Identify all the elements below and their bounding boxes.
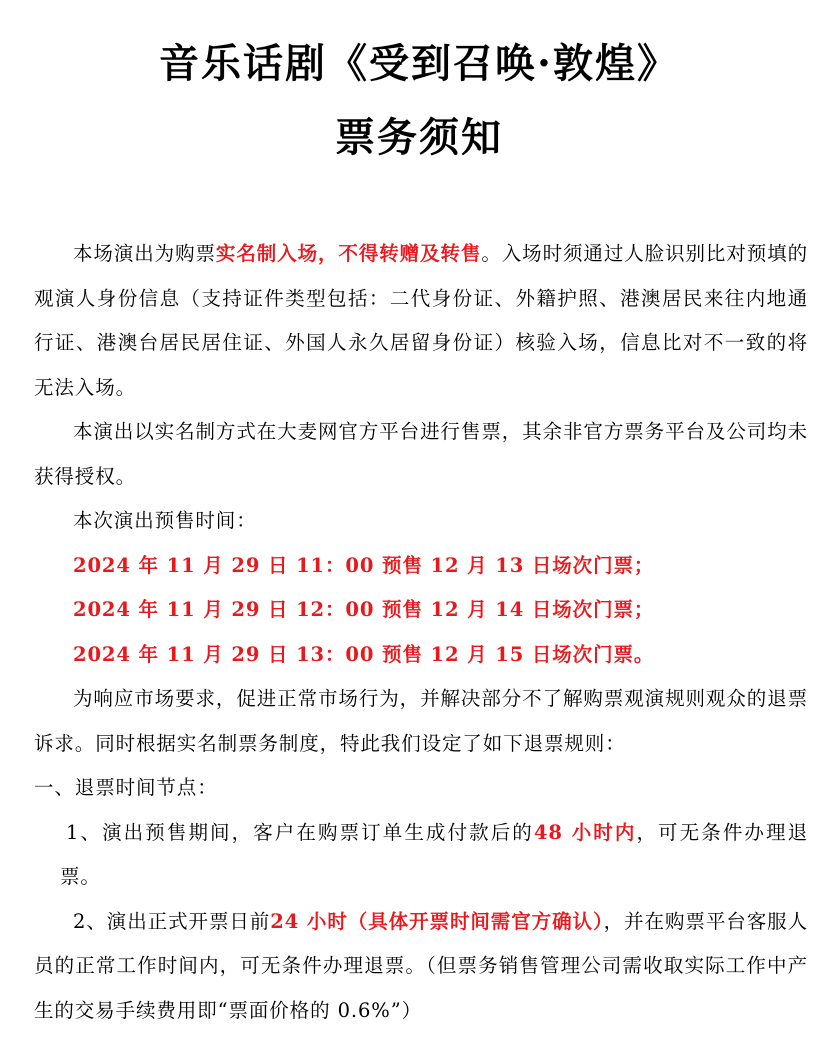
paragraph-real-name-post: 。入场时须通过人脸识别比对预填的观演人身份信息（支持证件类型包括：二代身份证、外籍护照、港澳居民来往内地通行证、港澳台居民居住证、外国人永久居留身份证）核验入场，信息比对不一致的将无法入场。 (34, 242, 808, 399)
refund-rule-2-highlight: 24 小时（具体开票时间需官方确认） (270, 909, 604, 933)
paragraph-real-name (34, 232, 808, 410)
refund-rule-2-post: ，并在购票平台客服人员的正常工作时间内，可无条件办理退票。（但票务销售管理公司需收取实际工作中产生的交易手续费用即“票面价格的 0.6%”） (34, 909, 808, 1022)
refund-rule-1 (34, 811, 808, 900)
real-name-highlight: 实名制入场，不得转赠及转售 (215, 242, 482, 265)
paragraph-refund-intro: 为响应市场要求，促进正常市场行为，并解决部分不了解购票观演规则观众的退票诉求。同时根据实名制票务制度，特此我们设定了如下退票规则： (34, 687, 808, 755)
section-heading-refund-time: 一、退票时间节点： (34, 776, 218, 799)
refund-rule-1-highlight: 48 小时内 (533, 820, 637, 844)
paragraph-real-name-pre: 本场演出为购票 (73, 242, 216, 265)
paragraph-presale-intro: 本次演出预售时间： (73, 509, 257, 532)
document-title: 音乐话剧《受到召唤·敦煌》 (159, 40, 679, 87)
refund-rule-1-pre: 1、演出预售期间，客户在购票订单生成付款后的 (66, 820, 534, 844)
presale-item: 2024 年 11 月 29 日 12：00 预售 12 月 14 日场次门票； (73, 598, 655, 621)
presale-item: 2024 年 11 月 29 日 13：00 预售 12 月 15 日场次门票。 (73, 642, 655, 666)
presale-item: 2024 年 11 月 29 日 11：00 预售 12 月 13 日场次门票； (73, 553, 655, 577)
refund-rule-1-post: ，可无条件办理退票。 (60, 820, 808, 888)
refund-rule-2-pre: 2、演出正式开票日前 (73, 909, 271, 933)
document-body (34, 232, 808, 1033)
refund-rule-2 (34, 900, 808, 1034)
paragraph-official-platform: 本演出以实名制方式在大麦网官方平台进行售票，其余非官方票务平台及公司均未获得授权。 (34, 420, 808, 488)
document-subtitle: 票务须知 (335, 114, 503, 161)
